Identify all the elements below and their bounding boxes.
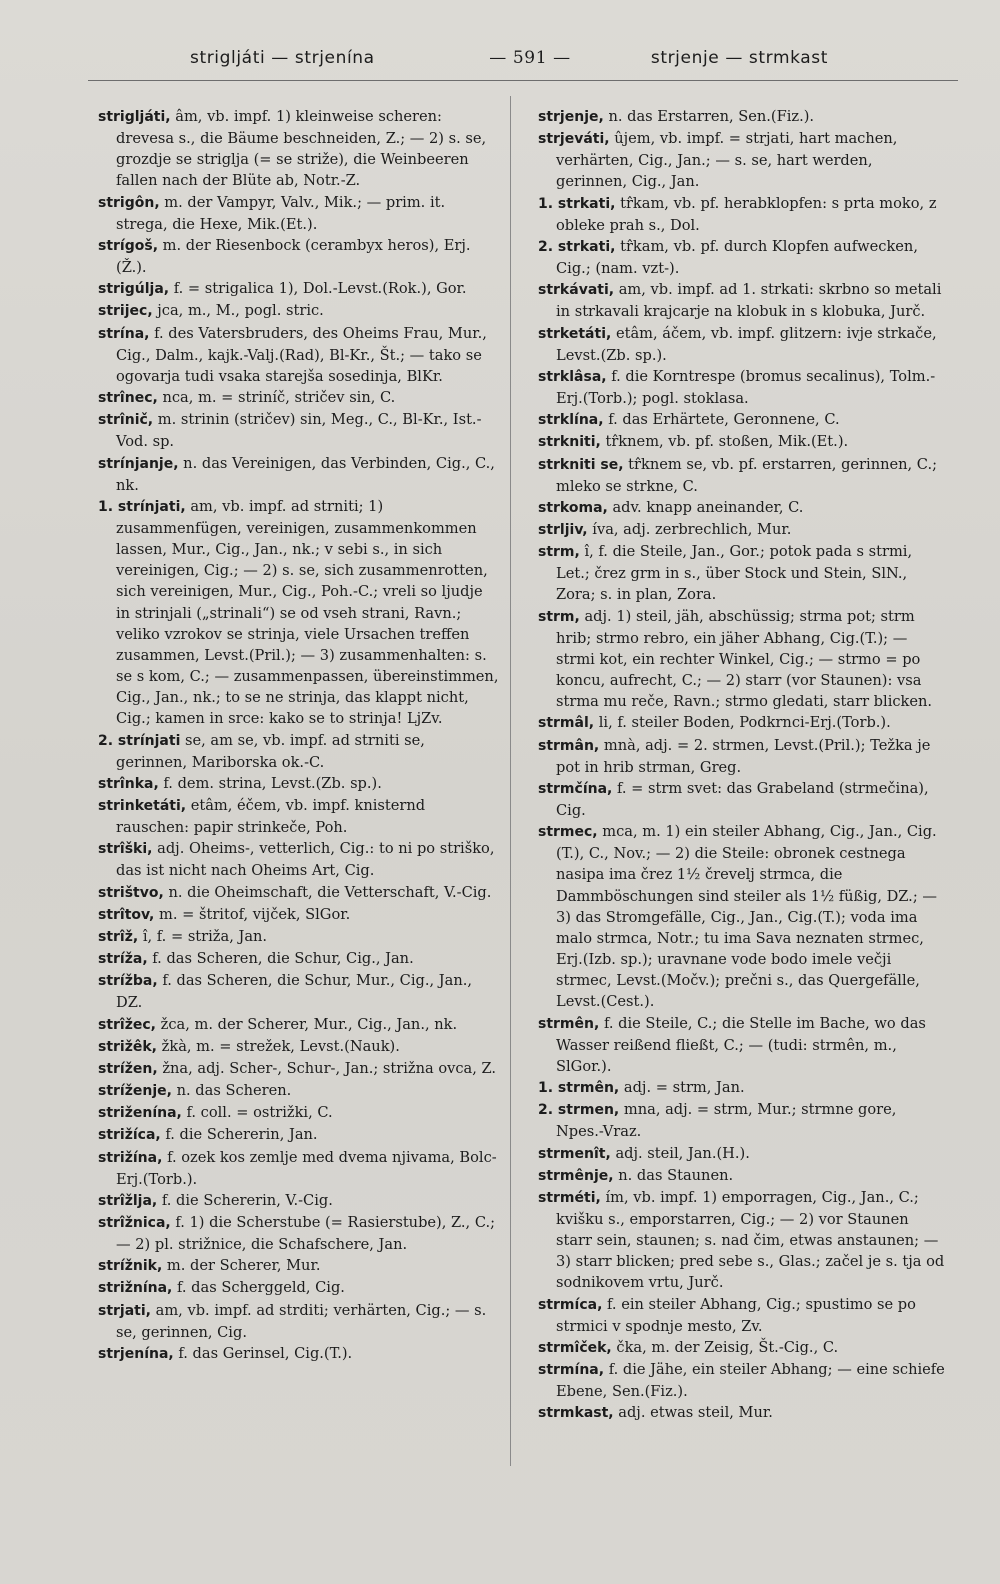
dictionary-entry — [98, 1277, 500, 1299]
entry-headword: strîški, — [98, 841, 153, 858]
header-left-guide-words: striglјáti — strjenína — [190, 48, 375, 68]
dictionary-entry — [538, 1165, 946, 1187]
entry-headword: strmân, — [538, 737, 600, 754]
entry-headword: strižína, — [98, 1149, 163, 1166]
dictionary-entry — [98, 948, 500, 970]
dictionary-entry — [98, 387, 500, 409]
dictionary-entry — [98, 278, 500, 300]
dictionary-entry — [538, 497, 946, 519]
entry-definition: f. des Vatersbruders, des Oheims Frau, Mur., Cig., Dalm., kajk.-Valj.(Rad), Bl-Kr., Št.; — tako se ogovarja tudi vsaka starejša sosedinja, BlKr. — [116, 324, 487, 385]
dictionary-entry — [98, 1058, 500, 1080]
dictionary-entry — [98, 1212, 500, 1255]
entry-definition: tr̂knem, vb. pf. stoßen, Mik.(Et.). — [605, 433, 849, 451]
entry-definition: n. die Oheimschaft, die Vetterschaft, V.-Cig. — [168, 883, 492, 901]
entry-headword: 2. strkati, — [538, 238, 616, 255]
dictionary-entry — [98, 192, 500, 235]
entry-definition: f. = strigalica 1), Dol.-Levst.(Rok.), Gor. — [173, 280, 467, 298]
entry-headword: strkoma, — [538, 499, 608, 516]
dictionary-entry — [538, 454, 946, 497]
entry-headword: strígoš, — [98, 237, 159, 254]
entry-definition: m. = štritof, vijček, SlGor. — [158, 905, 351, 923]
entry-headword: strižíca, — [98, 1127, 161, 1144]
entry-definition: m. der Vampyr, Valv., Mik.; — prim. it. strega, die Hexe, Mik.(Et.). — [116, 193, 446, 233]
header-rule — [88, 80, 958, 81]
dictionary-entry — [538, 735, 946, 778]
entry-headword: strîžlja, — [98, 1192, 158, 1209]
entry-headword: strjeváti, — [538, 131, 610, 148]
column-divider — [510, 96, 511, 1466]
entry-definition: íva, adj. zerbrechlich, Mur. — [592, 520, 792, 538]
entry-definition: tr̂kam, vb. pf. herabklopfen: s prta moko, z obleke prah s., Dol. — [556, 194, 937, 234]
dictionary-entry — [98, 1014, 500, 1036]
entry-definition: f. das Gerinsel, Cig.(T.). — [178, 1344, 353, 1362]
dictionary-entry — [98, 453, 500, 496]
dictionary-entry — [98, 1080, 500, 1102]
entry-definition: li, f. steiler Boden, Podkrnci-Erj.(Torb.). — [598, 714, 891, 732]
header-right-guide-words: strjenje — strmkast — [650, 48, 828, 68]
dictionary-entry — [538, 821, 946, 1012]
entry-definition: f. die Korntrespe (bromus secalinus), Tolm.-Erj.(Torb.); pogl. stoklasa. — [556, 367, 936, 408]
entry-headword: 1. strínjati, — [98, 498, 186, 515]
dictionary-entry — [98, 1343, 500, 1365]
dictionary-entry — [98, 773, 500, 795]
entry-headword: 2. strínjati — [98, 732, 181, 749]
entry-headword: strméti, — [538, 1189, 601, 1206]
entry-definition: f. das Scheren, die Schur, Cig., Jan. — [152, 950, 414, 968]
dictionary-entry — [98, 926, 500, 948]
dictionary-entry — [538, 541, 946, 605]
dictionary-entry — [98, 496, 500, 730]
dictionary-entry — [98, 235, 500, 278]
entry-headword: strmčína, — [538, 780, 613, 797]
entry-headword: strkniti se, — [538, 456, 624, 473]
entry-definition: f. ein steiler Abhang, Cig.; spustimo se po strmici v spodnje mesto, Zv. — [556, 1295, 916, 1335]
entry-definition: se, am se, vb. impf. ad strniti se, gerinnen, Mariborska ok.-C. — [116, 731, 425, 771]
entry-headword: stríža, — [98, 951, 148, 968]
dictionary-entry — [98, 882, 500, 904]
entry-definition: f. = strm svet: das Grabeland (strmečina), Cig. — [556, 779, 929, 819]
entry-headword: strm, — [538, 608, 580, 625]
dictionary-entry — [98, 300, 500, 322]
entry-definition: žkà, m. = strežek, Levst.(Nauk). — [161, 1037, 400, 1055]
entry-definition: n. das Erstarren, Sen.(Fiz.). — [608, 108, 815, 125]
entry-definition: n. das Scheren. — [176, 1082, 292, 1100]
dictionary-entry — [538, 193, 946, 236]
page-number: — 591 — — [489, 48, 571, 68]
entry-definition: žna, adj. Scher-, Schur-, Jan.; strižna ovca, Z. — [162, 1059, 497, 1077]
dictionary-entry — [98, 1124, 500, 1146]
entry-definition: f. die Jähe, ein steiler Abhang; — eine schiefe Ebene, Sen.(Fiz.). — [556, 1361, 945, 1401]
entry-headword: strmâl, — [538, 715, 595, 732]
entry-definition: mna, adj. = strm, Mur.; strmne gore, Npes.-Vraz. — [556, 1101, 897, 1141]
entry-headword: strmenît, — [538, 1145, 611, 1162]
entry-headword: strm, — [538, 544, 580, 561]
entry-headword: stríženje, — [98, 1083, 172, 1100]
dictionary-entry — [538, 1337, 946, 1359]
dictionary-entry — [538, 712, 946, 734]
entry-headword: strmkast, — [538, 1405, 614, 1422]
entry-headword: strmên, — [538, 1015, 600, 1032]
dictionary-entry — [538, 366, 946, 409]
dictionary-entry — [98, 838, 500, 881]
entry-definition: f. das Scheren, die Schur, Mur., Cig., Jan., DZ. — [116, 972, 472, 1012]
entry-definition: î, f. die Steile, Jan., Gor.; potok pada s strmi, Let.; črez grm in s., über Stock und Stein, SlN., Zora; s. in plan, Zora. — [556, 543, 913, 604]
entry-definition: adj. etwas steil, Mur. — [618, 1404, 773, 1422]
entry-headword: strižêk, — [98, 1038, 158, 1055]
dictionary-entry — [538, 1187, 946, 1294]
entry-definition: adj. = strm, Jan. — [623, 1079, 745, 1097]
entry-headword: strjenje, — [538, 109, 604, 125]
entry-headword: strînec, — [98, 390, 158, 407]
entry-headword: strkávati, — [538, 282, 615, 299]
entry-definition: ûjem, vb. impf. = strjati, hart machen, verhärten, Cig., Jan.; — s. se, hart werden, gerinnen, Cig., Jan. — [556, 130, 898, 191]
entry-definition: etâm, áčem, vb. impf. glitzern: ivje strkače, Levst.(Zb. sp.). — [556, 324, 937, 364]
entry-headword: strinketáti, — [98, 798, 187, 814]
entry-headword: strištvo, — [98, 884, 164, 901]
entry-definition: âm, vb. impf. 1) kleinweise scheren: drevesa s., die Bäume beschneiden, Z.; — 2) s. se, grozdje se striglja (= se striže), die Weinbeeren fallen nach der Blüte ab, Notr.-Z. — [116, 108, 487, 190]
entry-headword: striženína, — [98, 1105, 182, 1122]
entry-definition: adj. 1) steil, jäh, abschüssig; strma pot; strm hrib; strmo rebro, ein jäher Abhang, Cig.(T.); — strmi kot, ein rechter Winkel, Cig.; — strmo = po koncu, aufrecht, C.; — 2) starr (vor Staunen): vsa strma mu reče, Ravn.; strmo gledati, starr blicken. — [556, 607, 933, 711]
entry-definition: tr̂kam, vb. pf. durch Klopfen aufwecken, Cig.; (nam. vzt-). — [556, 237, 918, 278]
entry-definition: î, f. = striža, Jan. — [142, 927, 268, 945]
entry-headword: strjati, — [98, 1302, 151, 1319]
entry-headword: strînič, — [98, 412, 154, 429]
dictionary-entry — [98, 106, 500, 192]
entry-headword: strklína, — [538, 412, 604, 429]
dictionary-entry — [538, 1294, 946, 1337]
entry-definition: adj. Oheims-, vetterlich, Cig.: to ni po striško, das ist nicht nach Oheims Art, Cig. — [116, 840, 495, 880]
entry-definition: m. der Riesenbock (cerambyx heros), Erj.(Ž.). — [116, 236, 471, 277]
dictionary-entry — [538, 409, 946, 431]
entry-definition: jca, m., M., pogl. stric. — [157, 302, 324, 320]
entry-headword: strmîček, — [538, 1339, 612, 1356]
entry-definition: m. der Scherer, Mur. — [166, 1257, 321, 1275]
entry-definition: nca, m. = striníč, stričev sin, C. — [162, 389, 396, 407]
entry-headword: strížen, — [98, 1060, 158, 1077]
entry-definition: adv. knapp aneinander, C. — [612, 498, 804, 516]
dictionary-entry — [98, 1102, 500, 1124]
entry-headword: 1. strmên, — [538, 1080, 620, 1097]
entry-headword: strklâsa, — [538, 368, 607, 385]
dictionary-entry — [98, 1255, 500, 1277]
dictionary-entry — [538, 323, 946, 366]
dictionary-entry — [538, 606, 946, 713]
entry-definition: adj. steil, Jan.(H.). — [615, 1144, 750, 1162]
entry-headword: strîž, — [98, 928, 139, 945]
entry-headword: strljiv, — [538, 521, 588, 538]
entry-headword: strigôn, — [98, 194, 160, 211]
entry-headword: strmec, — [538, 824, 598, 841]
right-column — [538, 106, 946, 1425]
entry-definition: f. 1) die Scherstube (= Rasierstube), Z., C.; — 2) pl. strižnice, die Schafschere, Jan. — [116, 1213, 496, 1254]
entry-definition: n. das Staunen. — [618, 1166, 734, 1184]
entry-definition: ím, vb. impf. 1) emporragen, Cig., Jan., C.; kvišku s., emporstarren, Cig.; — 2) vor Staunen starr sein, staunen; s. nad čim, etwas anstaunen; — 3) starr blicken; pred sebe s., Glas.; začel je s. tja od sodnikovem vrtu, Jurč. — [556, 1188, 945, 1292]
entry-headword: strížnik, — [98, 1258, 163, 1275]
dictionary-entry — [98, 323, 500, 387]
entry-headword: strižnína, — [98, 1280, 173, 1297]
entry-headword: strmênje, — [538, 1167, 614, 1184]
entry-headword: strkniti, — [538, 434, 601, 451]
dictionary-entry — [538, 236, 946, 279]
entry-headword: strîžec, — [98, 1016, 156, 1033]
entry-definition: am, vb. impf. ad strniti; 1) zusammenfügen, vereinigen, zusammenkommen lassen, Mur., Cig., Jan., nk.; v sebi s., in sich vereinigen, Cig.; — 2) s. se, sich zusammenrotten, sich vereinigen, Mur., Cig., Poh.-C.; vreli so ljudje in strinjali („strinali“) se od vseh strani, Ravn.; veliko vzrokov se strinja, viele Ursachen treffen zusammen, Levst.(Pril.); — 3) zusammenhalten: s. se s kom, C.; — zusammenpassen, übereinstimmen, Cig., Jan., nk.; to se ne strinja, das klappt nicht, Cig.; kamen in srce: kako se to strinja! LjZv. — [116, 497, 499, 728]
entry-definition: f. dem. strina, Levst.(Zb. sp.). — [163, 774, 382, 792]
dictionary-entry — [538, 1402, 946, 1424]
dictionary-entry — [538, 519, 946, 541]
entry-definition: mnà, adj. = 2. strmen, Levst.(Pril.); Težka je pot in hrib strman, Greg. — [556, 736, 931, 776]
entry-definition: f. ozek kos zemlje med dvema njivama, Bolc-Erj.(Torb.). — [116, 1148, 497, 1188]
left-column — [98, 106, 500, 1365]
dictionary-entry — [538, 1099, 946, 1142]
dictionary-entry — [98, 904, 500, 926]
entry-headword: strîtov, — [98, 906, 155, 923]
entry-headword: striglјáti, — [98, 109, 171, 125]
entry-headword: strketáti, — [538, 325, 612, 342]
dictionary-entry — [538, 1013, 946, 1077]
dictionary-entry — [98, 1300, 500, 1343]
dictionary-entry — [538, 106, 946, 128]
entry-definition: n. das Vereinigen, das Verbinden, Cig., C., nk. — [116, 454, 495, 494]
entry-headword: strínjanje, — [98, 455, 179, 472]
dictionary-entry — [98, 409, 500, 452]
entry-definition: f. das Erhärtete, Geronnene, C. — [608, 411, 840, 429]
entry-headword: strijec, — [98, 303, 153, 320]
entry-headword: strížba, — [98, 973, 158, 990]
dictionary-entry — [538, 1359, 946, 1402]
entry-headword: strmína, — [538, 1362, 605, 1379]
entry-headword: 1. strkati, — [538, 195, 616, 212]
dictionary-entry — [538, 1077, 946, 1099]
entry-headword: strjenína, — [98, 1345, 174, 1362]
dictionary-entry — [538, 128, 946, 192]
entry-definition: am, vb. impf. ad 1. strkati: skrbno so metali in strkavali krajcarje na klobuk in s klobuka, Jurč. — [556, 281, 942, 321]
dictionary-entry — [98, 795, 500, 838]
running-header — [190, 48, 840, 78]
entry-definition: am, vb. impf. ad strditi; verhärten, Cig.; — s. se, gerinnen, Cig. — [116, 1301, 487, 1341]
entry-headword: strînka, — [98, 775, 159, 792]
entry-definition: f. coll. = ostrižki, C. — [186, 1104, 333, 1122]
entry-headword: strína, — [98, 325, 150, 342]
dictionary-entry — [98, 730, 500, 773]
entry-definition: etâm, éčem, vb. impf. knisternd rauschen: papir strinkeče, Poh. — [116, 797, 426, 837]
dictionary-entry — [538, 431, 946, 453]
dictionary-entry — [538, 279, 946, 322]
entry-definition: f. das Scherggeld, Cig. — [177, 1279, 345, 1297]
entry-headword: strigúlja, — [98, 281, 170, 298]
dictionary-entry — [538, 1143, 946, 1165]
entry-definition: f. die Steile, C.; die Stelle im Bache, wo das Wasser reißend fließt, C.; — (tudi: strmên, m., SlGor.). — [556, 1014, 926, 1075]
entry-definition: tr̂knem se, vb. pf. erstarren, gerinnen, C.; mleko se strkne, C. — [556, 455, 938, 495]
dictionary-entry — [98, 1190, 500, 1212]
entry-definition: mca, m. 1) ein steiler Abhang, Cig., Jan., Cig.(T.), C., Nov.; — 2) die Steile: obronek cestnega nasipa ima črez 1½ črevelj strmca, die Dammböschungen sind steiler als 1½ füßig, DZ.; — 3) das Stromgefälle, Cig., Jan., Cig.(T.); voda ima malo strmca, Notr.; tu ima Sava neznaten strmec, Erj.(Izb. sp.); uravnane vode bodo imele večji strmec, Levst.(Močv.); prečni s., das Quergefälle, Levst.(Cest.). — [556, 823, 937, 1011]
entry-definition: f. die Schererin, Jan. — [165, 1126, 318, 1144]
entry-definition: f. die Schererin, V.-Cig. — [161, 1191, 333, 1209]
entry-headword: strîžnica, — [98, 1214, 171, 1231]
entry-definition: žca, m. der Scherer, Mur., Cig., Jan., nk. — [160, 1015, 458, 1033]
dictionary-entry — [98, 1036, 500, 1058]
entry-definition: čka, m. der Zeisig, Št.-Cig., C. — [616, 1338, 839, 1356]
dictionary-entry — [538, 778, 946, 821]
entry-headword: strmíca, — [538, 1296, 603, 1313]
dictionary-entry — [98, 970, 500, 1013]
dictionary-entry — [98, 1147, 500, 1190]
entry-definition: m. strinin (stričev) sin, Meg., C., Bl-Kr., Ist.-Vod. sp. — [116, 411, 482, 451]
entry-headword: 2. strmen, — [538, 1102, 620, 1119]
